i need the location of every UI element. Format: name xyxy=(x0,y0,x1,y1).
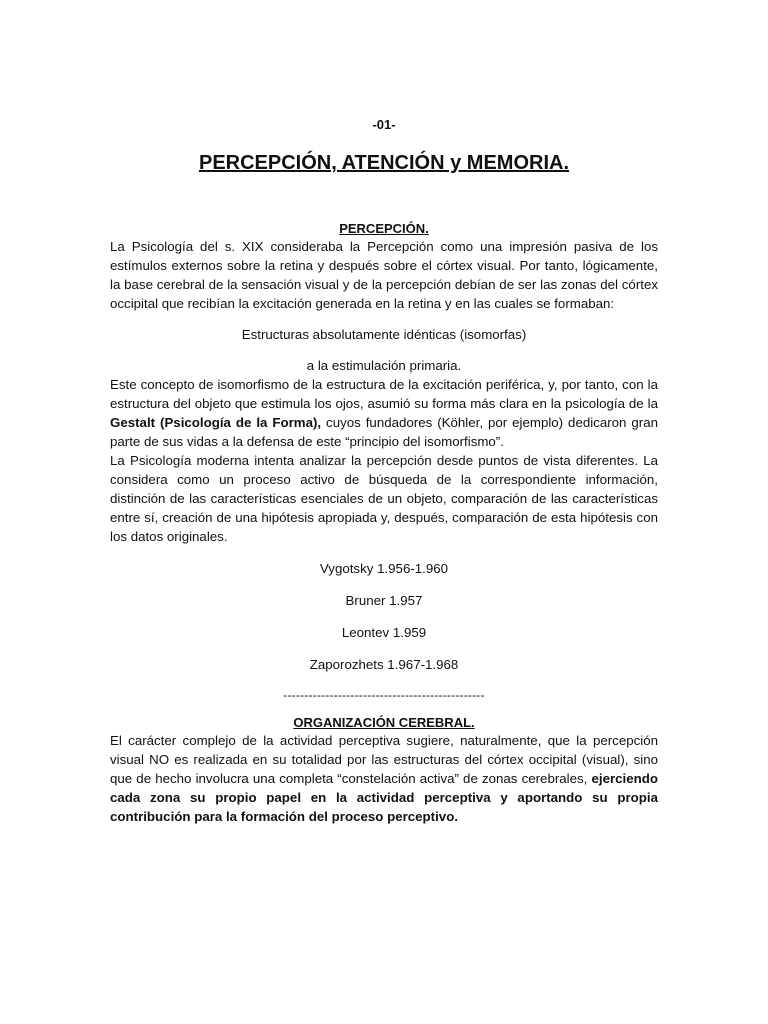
reference-item: Zaporozhets 1.967-1.968 xyxy=(309,657,459,672)
paragraph-2-text-b: cuyos fundadores (Köhler, por ejemplo) dedicaron gran parte de sus vidas a la defensa de este “principio del isomorfismo”. xyxy=(110,415,658,449)
paragraph-2-bold: Gestalt (Psicología de la Forma), xyxy=(110,415,322,430)
paragraph-2-text-a: Este concepto de isomorfismo de la estructura de la excitación periférica, y, por tanto, con la estructura del objeto que estimula los ojos, asumió su forma más clara en la psicología de la xyxy=(110,377,658,411)
paragraph-1: La Psicología del s. XIX consideraba la Percepción como una impresión pasiva de los estímulos externos sobre la retina y después sobre el córtex visual. Por tanto, lógicamente, la base cerebral de la sensación visual y de la percepción debían de ser las zonas del córtex occipital que recibían la excitación generada en la retina y en las cuales se formaban: xyxy=(110,239,658,311)
section-divider: ------------------------------------------------ xyxy=(283,688,485,702)
page-number: -01- xyxy=(372,117,396,132)
paragraph-3: La Psicología moderna intenta analizar la percepción desde puntos de vista diferentes. La considera como un proceso activo de búsqueda de la correspondiente información, distinción de las características esenciales de un objeto, comparación de las características entre sí, creación de una hipótesis apropiada y, después, comparación de esta hipótesis con los datos originales. xyxy=(110,453,658,544)
reference-item: Vygotsky 1.956-1.960 xyxy=(319,561,449,576)
section-heading-organizacion: ORGANIZACIÓN CEREBRAL. xyxy=(293,715,475,730)
document-title: PERCEPCIÓN, ATENCIÓN y MEMORIA. xyxy=(198,152,570,174)
centered-line-1: Estructuras absolutamente idénticas (isomorfas) xyxy=(241,327,527,342)
reference-item: Bruner 1.957 xyxy=(345,593,423,608)
paragraph-4 xyxy=(110,731,658,826)
paragraph-4-bold: ejerciendo cada zona su propio papel en la actividad perceptiva y aportando su propia contribución para la formación del proceso perceptivo. xyxy=(110,771,658,824)
centered-line-2: a la estimulación primaria. xyxy=(306,358,462,373)
reference-item: Leontev 1.959 xyxy=(341,625,427,640)
reference-list xyxy=(110,559,658,674)
section-heading-percepcion: PERCEPCIÓN. xyxy=(339,221,429,236)
page-content xyxy=(110,117,658,826)
paragraph-2 xyxy=(110,375,658,451)
paragraph-4-text: El carácter complejo de la actividad perceptiva sugiere, naturalmente, que la percepción visual NO es realizada en su totalidad por las estructuras del córtex occipital (visual), sino que de hecho involucra una completa “constelación activa” de zonas cerebrales, xyxy=(110,733,658,786)
